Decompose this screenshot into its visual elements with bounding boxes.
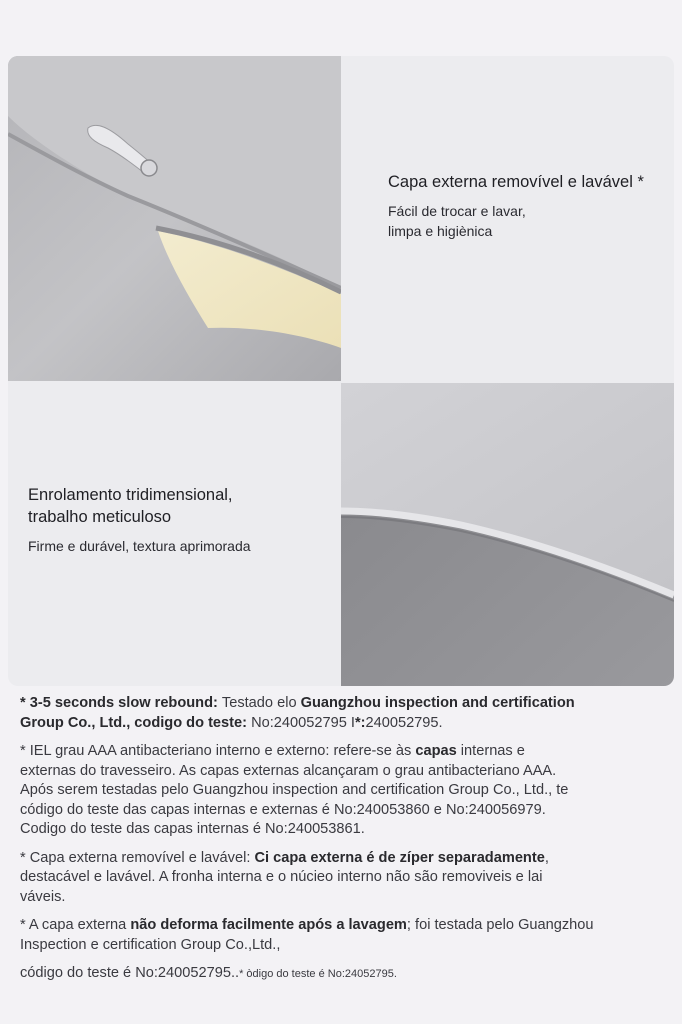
footnote-rebound-mark: *: — [354, 714, 366, 731]
footnote-rebound-company: Group Co., Ltd., codigo do teste: — [20, 714, 252, 731]
footnote-removable-comma: , — [544, 849, 549, 866]
winding-caption — [28, 484, 328, 556]
footnote-no-deform-bold: não deforma facilmente após a lavagem — [130, 917, 407, 933]
footnote-antibacterial-text: refere-se às — [333, 743, 416, 759]
removable-cover-caption — [388, 171, 674, 241]
removable-cover-subtitle: Fácil de trocar e lavar, limpa e higiènica — [388, 203, 526, 239]
footnote-rebound-lab: Guangzhou inspection and certification — [300, 695, 575, 711]
footnote-antibacterial-capas: capas — [415, 743, 457, 759]
footnote-antibacterial-line-3: Após serem testadas pelo Guangzhou inspection and certification Group Co., Ltd., te — [20, 782, 569, 798]
footnote-antibacterial-line-2: externas do travesseiro. As capas externas alcançaram o grau antibacteriano AAA. — [20, 762, 557, 779]
footnote-no-deform-label: * A capa externa — [20, 917, 131, 933]
footnote-rebound-text: Testado elo — [221, 695, 301, 711]
footnote-antibacterial-line-5: Codigo do teste das capas internas é No:240053861. — [20, 821, 365, 837]
footnote-no-deform-code: código do teste é No:240052795.. — [20, 965, 240, 981]
footnote-antibacterial-line-4: código do teste das capas internas e externas é No:240053860 e No:240056979. — [20, 801, 546, 818]
footnote-antibacterial-text-2: internas e — [456, 743, 525, 759]
footnote-removable-line-3: váveis. — [20, 888, 66, 905]
footnote-removable-bold: Ci capa externa é de zíper separadamente — [254, 849, 545, 866]
winding-subtitle: Firme e durável, textura aprimorada — [28, 538, 251, 554]
footnote-no-deform-line-2: Inspection e certification Group Co.,Ltd., — [20, 936, 281, 953]
footnote-removable-line-2: destacável e lavável. A fronha interna e o núcieo interno não são removiveis e lai — [20, 869, 543, 885]
fabric-edge-photo — [341, 383, 674, 686]
footnotes — [20, 694, 680, 994]
footnote-removable-line-1 — [20, 849, 680, 869]
footnote-rebound-label: * 3-5 seconds slow rebound: — [20, 695, 222, 711]
footnote-removable-cover — [20, 849, 680, 908]
zipper-cover-photo — [8, 56, 341, 381]
footnote-antibacterial-line-1 — [20, 742, 680, 762]
footnote-no-deform-line-3 — [20, 964, 680, 985]
fabric-edge-image — [341, 383, 674, 686]
footnote-removable-label: * Capa externa removível e lavável: — [20, 849, 255, 866]
footnote-antibacterial-label: * IEL grau AAA antibacteriano interno e externo: — [20, 743, 334, 759]
footnote-no-deform — [20, 916, 680, 985]
feature-card — [8, 56, 674, 686]
footnote-no-deform-text: ; foi testada pelo Guangzhou — [406, 917, 594, 933]
footnote-no-deform-code-small: * òdigo do teste é No:24052795. — [239, 968, 397, 980]
footnote-rebound — [20, 694, 680, 733]
footnote-antibacterial — [20, 742, 680, 840]
zipper-cover-image — [8, 56, 341, 381]
footnote-rebound-line-2 — [20, 714, 680, 734]
footnote-rebound-code: No:240052795 I — [251, 714, 355, 731]
footnote-rebound-line-1 — [20, 694, 680, 714]
footnote-no-deform-line-1 — [20, 916, 680, 936]
footnote-rebound-code-2: 240052795. — [365, 714, 443, 731]
removable-cover-title: Capa externa removível e lavável * — [388, 173, 644, 191]
winding-title: Enrolamento tridimensional, trabalho meticuloso — [28, 486, 233, 526]
